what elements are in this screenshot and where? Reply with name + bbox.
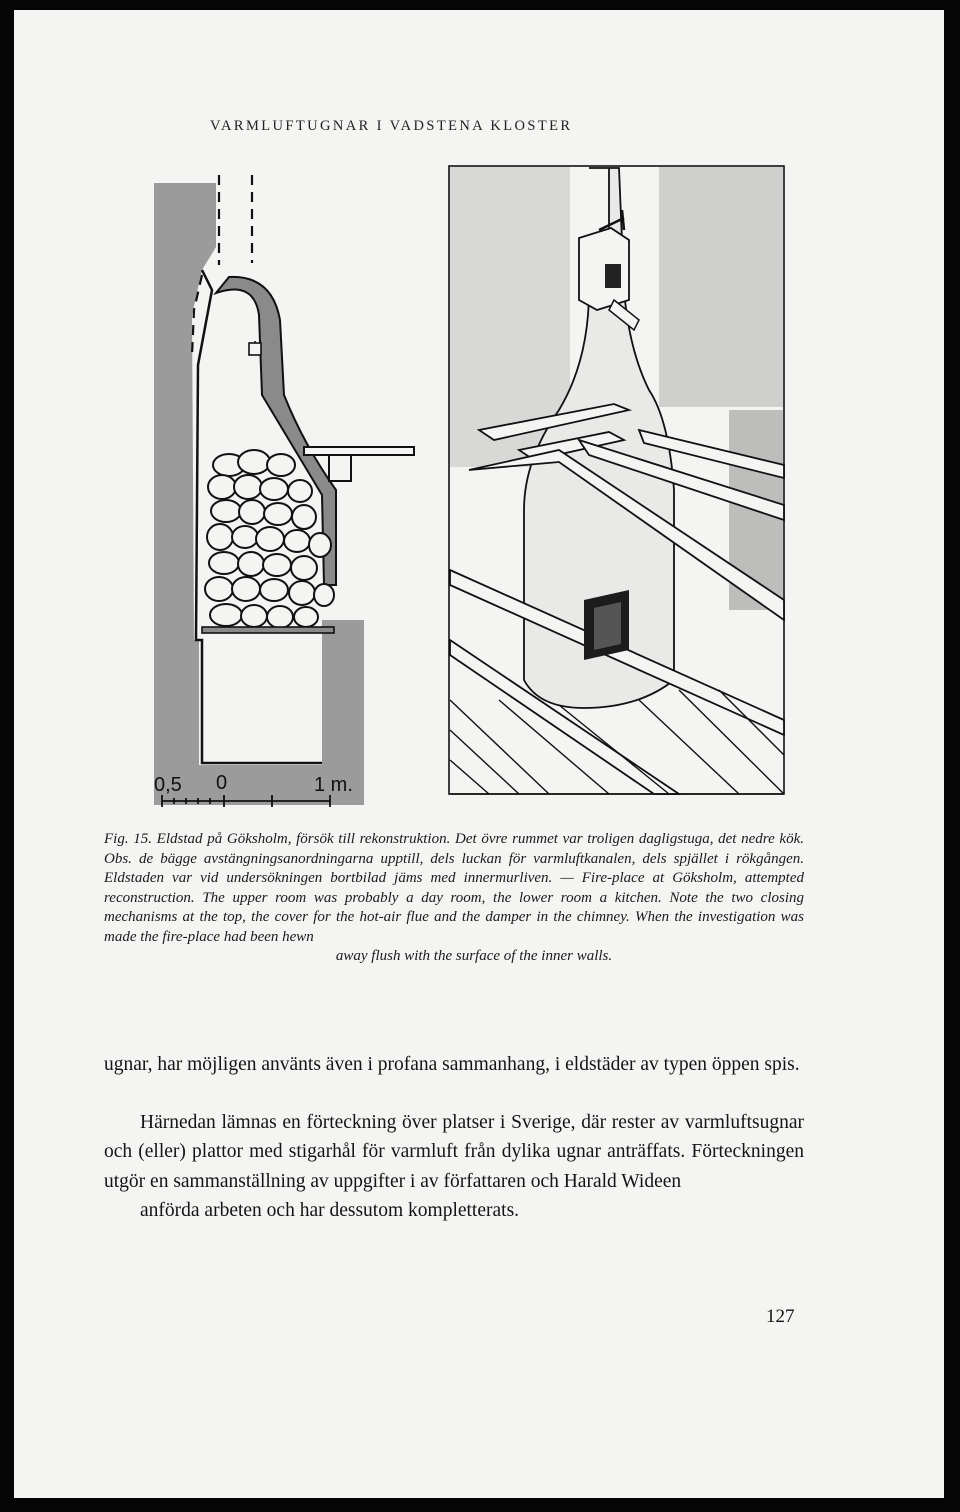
floor-joist (329, 455, 351, 481)
paragraph-2 (104, 1108, 804, 1226)
running-head: VARMLUFTUGNAR I VADSTENA KLOSTER (210, 118, 573, 134)
paragraph-2-text: Härnedan lämnas en förteckning över platser i Sverige, där rester av varmluftsugnar och (eller) plattor med stigarhål för varmluft från dylika ugnar anträffats. Förteckningen utgör en sammanställning av uppgifter i av författaren och Harald Wideen (104, 1111, 804, 1192)
page-number: 127 (766, 1306, 795, 1327)
caption-swedish: Fig. 15. Eldstad på Göksholm, försök till rekonstruktion. Det övre rummet var troligen dagligstuga, det nedre kök. Obs. de bägge avstängningsanordningarna upptill, dels luckan för varmluftkanalen, dels spjället i rökgången. Eldstaden var vid undersökningen bortbilad jäms med innermurliven. — (104, 831, 804, 886)
hearth-slab (202, 627, 334, 633)
hatch-box (579, 228, 629, 310)
body-text (104, 1050, 804, 1226)
hatch-opening (605, 264, 621, 288)
paragraph-2-last-line: anförda arbeten och har dessutom kompletterats. (140, 1200, 520, 1221)
paragraph-1: ugnar, har möjligen använts även i profana sammanhang, i eldstäder av typen öppen spis. (104, 1054, 800, 1075)
caption-english-last-line: away flush with the surface of the inner walls. (335, 948, 613, 964)
caption-english: Fire-place at Göksholm, attempted reconstruction. The upper room was probably a day room, the lower room a kitchen. Note the two closing mechanisms at the top, the cover for the hot-air flue and the damper in the chimney. When the investigation was made the fire-place had been hewn (104, 870, 804, 945)
section-drawing (154, 165, 424, 815)
scale-label-meter: 1 m. (314, 774, 353, 796)
figure-caption (104, 830, 804, 967)
hatch-cover (249, 343, 261, 355)
floor-beam (304, 447, 414, 455)
book-page (14, 10, 944, 1498)
perspective-drawing (439, 160, 799, 820)
scale-label-half: 0,5 (154, 774, 182, 796)
scale-label-zero: 0 (216, 772, 228, 794)
